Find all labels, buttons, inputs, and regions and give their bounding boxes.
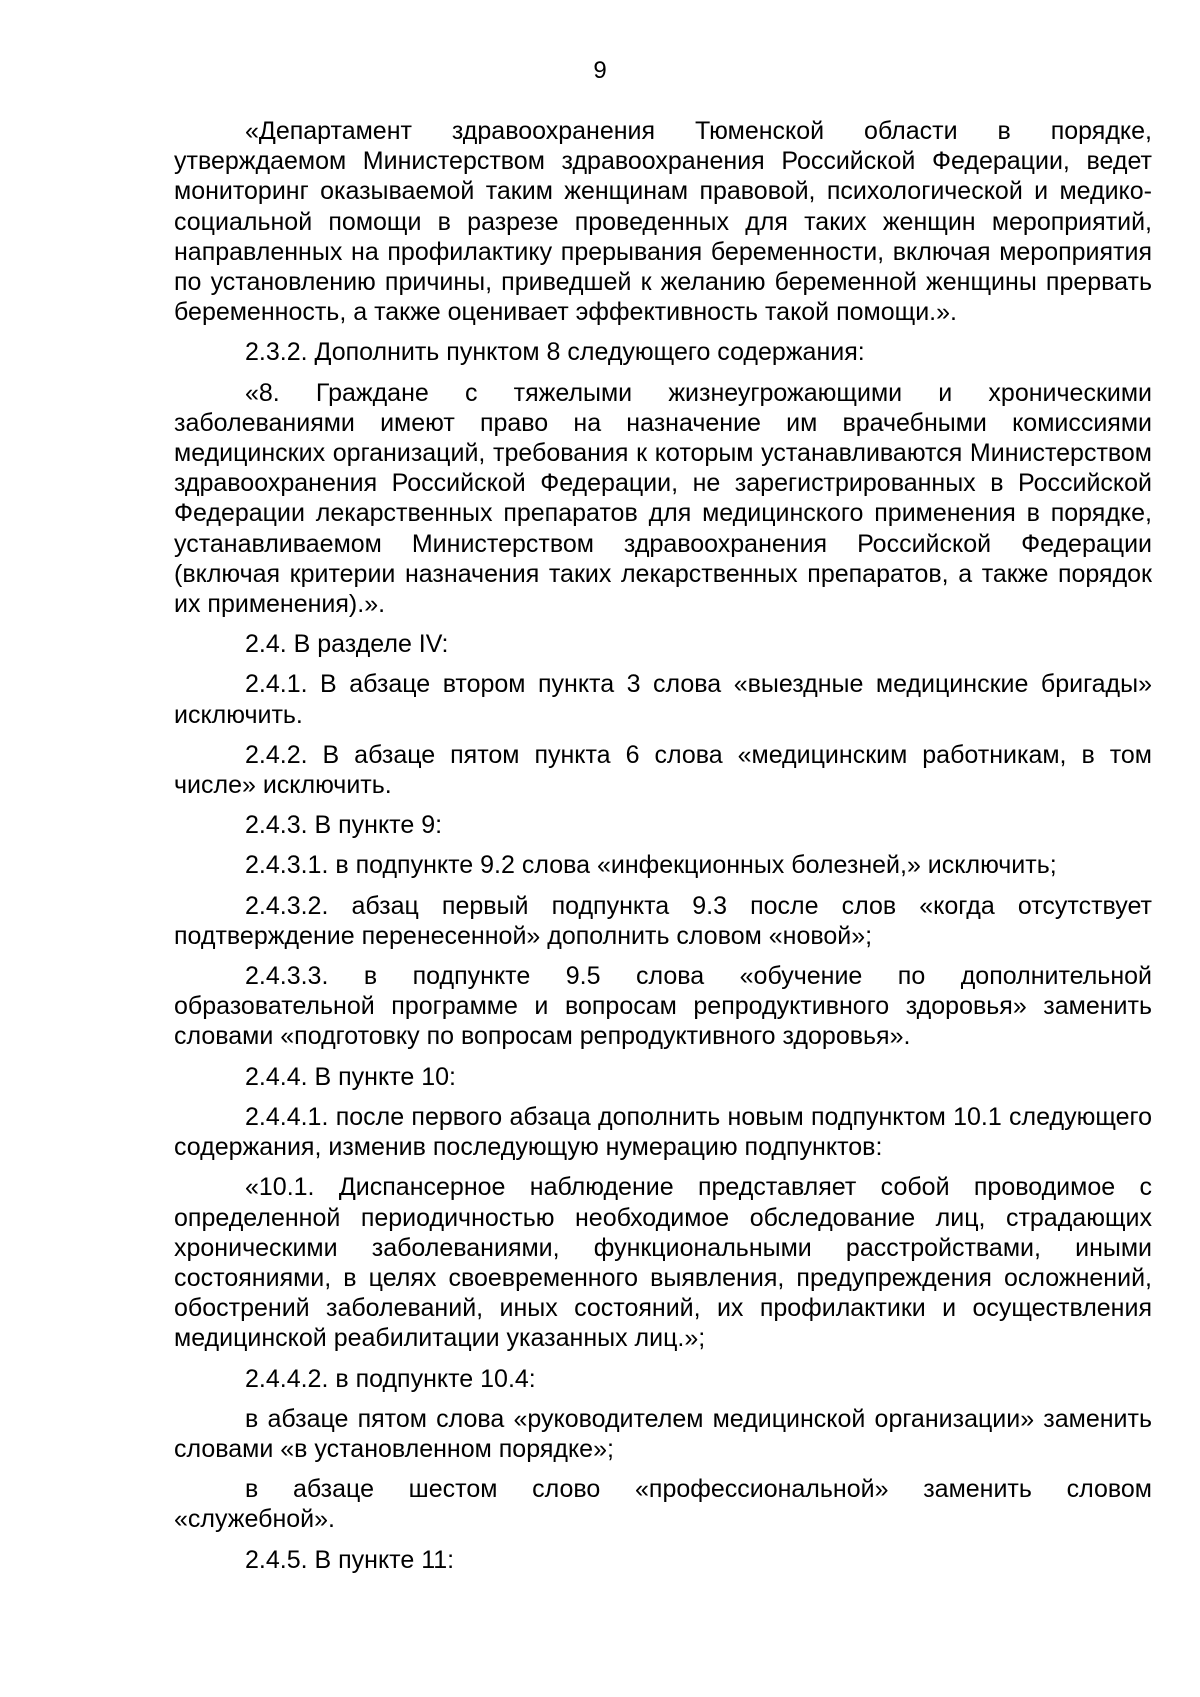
paragraph-monitoring-quote: «Департамент здравоохранения Тюменской области в порядке, утверждаемом Министерством здравоохранения Российской Федерации, ведет мониторинг оказываемой таким женщинам правовой, психологической и медико-социальной помощи в разрезе проведенных для таких женщин мероприятий, направленных на профилактику прерывания беременности, включая мероприятия по установлению причины, приведшей к желанию беременной женщины прервать беременность, а также оценивает эффективность такой помощи.». bbox=[174, 117, 1152, 327]
paragraph-point-8-quote: «8. Граждане с тяжелыми жизнеугрожающими и хроническими заболеваниями имеют право на назначение им врачебными комиссиями медицинских организаций, требования к которым устанавливаются Министерством здравоохранения Российской Федерации, не зарегистрированных в Российской Федерации лекарственных препаратов для медицинского применения в порядке, устанавливаемом Министерством здравоохранения Российской Федерации (включая критерии назначения таких лекарственных препаратов, а также порядок их применения).». bbox=[174, 378, 1152, 619]
document-body bbox=[174, 116, 1152, 1585]
paragraph-2-4-2: 2.4.2. В абзаце пятом пункта 6 слова «медицинским работникам, в том числе» исключить. bbox=[174, 740, 1152, 800]
paragraph-2-4-4: 2.4.4. В пункте 10: bbox=[245, 1062, 456, 1091]
paragraph-2-4-1: 2.4.1. В абзаце втором пункта 3 слова «выездные медицинские бригады» исключить. bbox=[174, 670, 1152, 729]
paragraph-2-4-4-1: 2.4.4.1. после первого абзаца дополнить новым подпунктом 10.1 следующего содержания, изменив последующую нумерацию подпунктов: bbox=[174, 1102, 1152, 1162]
paragraph-2-4-3-3: 2.4.3.3. в подпункте 9.5 слова «обучение по дополнительной образовательной программе и вопросам репродуктивного здоровья» заменить словами «подготовку по вопросам репродуктивного здоровья». bbox=[174, 962, 1152, 1051]
paragraph-2-4-4-2: 2.4.4.2. в подпункте 10.4: bbox=[245, 1364, 536, 1393]
paragraph-2-3-2: 2.3.2. Дополнить пунктом 8 следующего содержания: bbox=[245, 338, 865, 367]
page-number: 9 bbox=[593, 57, 607, 84]
paragraph-2-4-3-2: 2.4.3.2. абзац первый подпункта 9.3 после слов «когда отсутствует подтверждение перенесенной» дополнить словом «новой»; bbox=[174, 891, 1152, 950]
paragraph-2-4: 2.4. В разделе IV: bbox=[245, 630, 449, 659]
paragraph-10-1-quote: «10.1. Диспансерное наблюдение представляет собой проводимое с определенной периодичностью необходимое обследование лиц, страдающих хроническими заболеваниями, функциональными расстройствами, иными состояниями, в целях своевременного выявления, предупреждения осложнений, обострений заболеваний, иных состояний, их профилактики и осуществления медицинской реабилитации указанных лиц.»; bbox=[174, 1173, 1152, 1353]
paragraph-2-4-3: 2.4.3. В пункте 9: bbox=[245, 811, 443, 840]
paragraph-2-4-5: 2.4.5. В пункте 11: bbox=[245, 1545, 455, 1574]
paragraph-2-4-3-1: 2.4.3.1. в подпункте 9.2 слова «инфекционных болезней,» исключить; bbox=[245, 851, 1057, 880]
paragraph-abzac-6: в абзаце шестом слово «профессиональной» заменить словом «служебной». bbox=[174, 1475, 1152, 1534]
paragraph-abzac-5: в абзаце пятом слова «руководителем медицинской организации» заменить словами «в установленном порядке»; bbox=[174, 1404, 1152, 1463]
